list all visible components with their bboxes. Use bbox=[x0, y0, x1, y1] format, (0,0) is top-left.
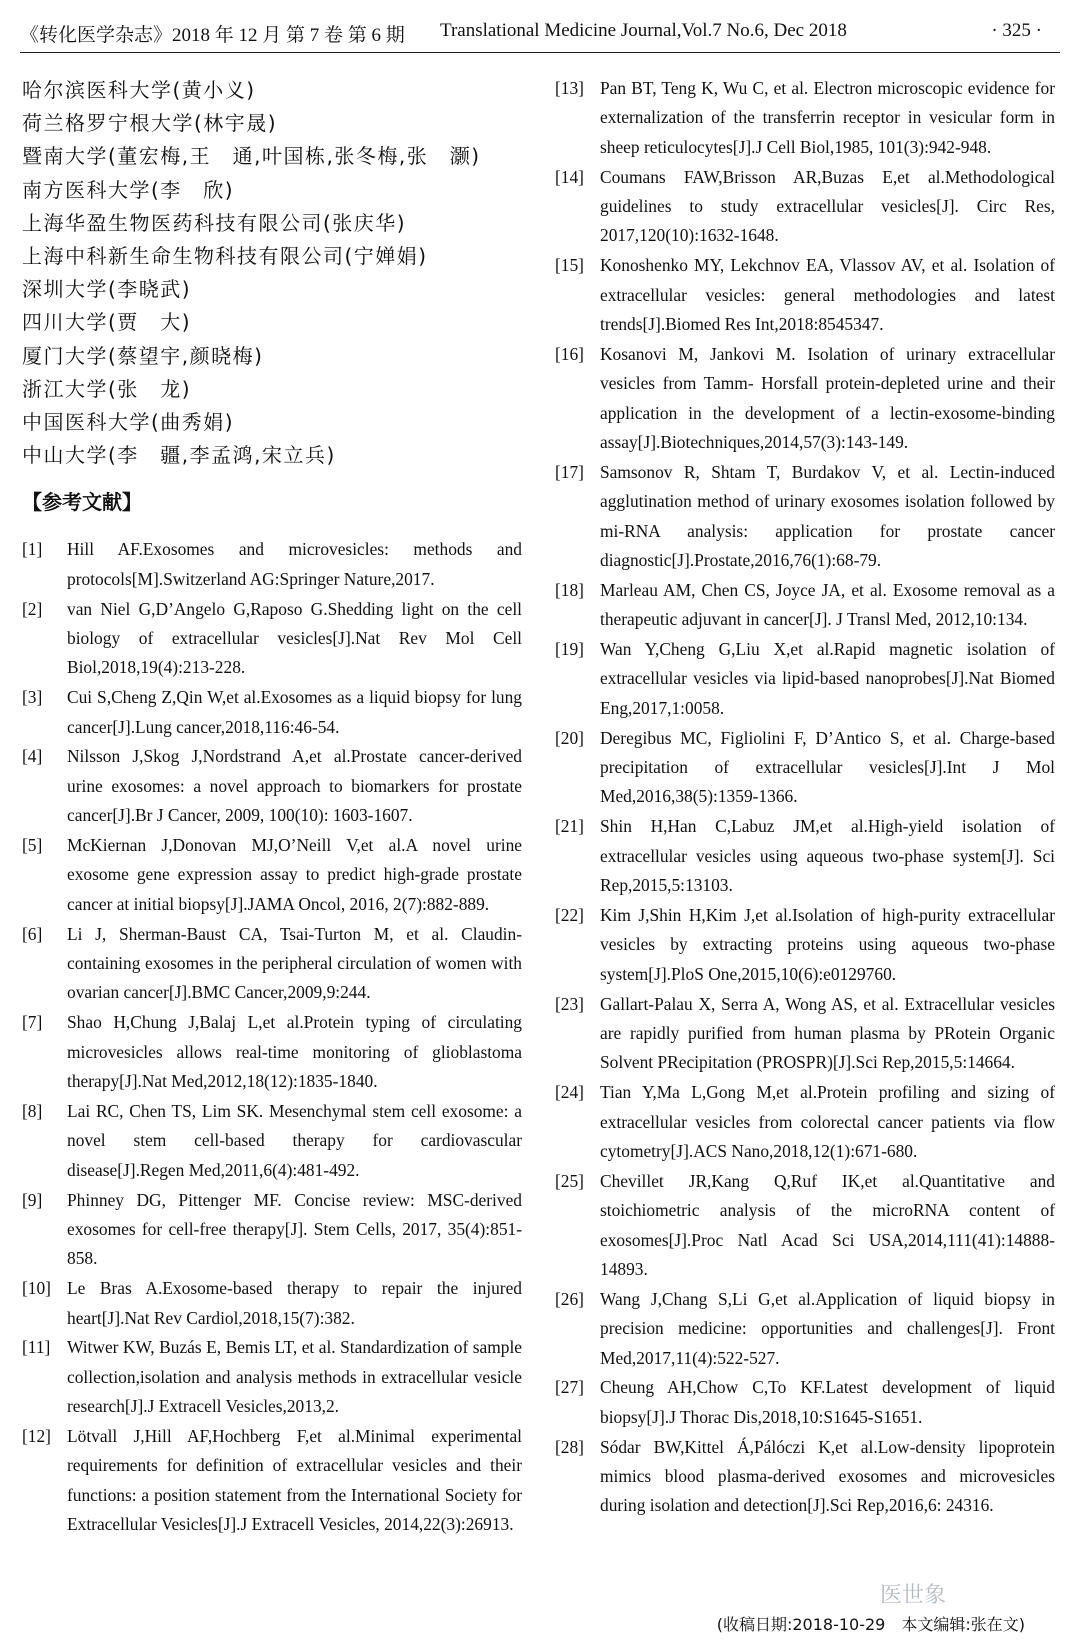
reference-number: [10] bbox=[22, 1278, 51, 1299]
reference-item bbox=[555, 990, 1055, 1078]
reference-number: [22] bbox=[555, 904, 584, 925]
references-heading: 【参考文献】 bbox=[22, 490, 142, 515]
unit-line: 暨南大学(董宏梅,王 通,叶国栋,张冬梅,张 灏) bbox=[22, 144, 481, 169]
reference-item bbox=[22, 535, 522, 594]
reference-text: Kosanovi M, Jankovi M. Isolation of urinary extracellular vesicles from Tamm- Horsfall protein-depleted urine and their application in the development of a lectin-exosome-binding assay[J].Biotechniques,2014,57(3):143-149. bbox=[600, 343, 1055, 453]
reference-text: Deregibus MC, Figliolini F, D’Antico S, et al. Charge-based precipitation of extracellular vesicles[J].Int J Mol Med,2016,38(5):1359-1366. bbox=[600, 727, 1055, 807]
reference-text: Shin H,Han C,Labuz JM,et al.High-yield isolation of extracellular vesicles using aqueous two-phase system[J]. Sci Rep,2015,5:13103. bbox=[600, 816, 1055, 896]
unit-line: 中山大学(李 疆,李孟鸿,宋立兵) bbox=[22, 443, 336, 468]
reference-text: Shao H,Chung J,Balaj L,et al.Protein typing of circulating microvesicles allows real-time monitoring of glioblastoma therapy[J].Nat Med,2012,18(12):1835-1840. bbox=[67, 1012, 522, 1092]
reference-number: [6] bbox=[22, 923, 43, 944]
unit-line: 荷兰格罗宁根大学(林宇晟) bbox=[22, 111, 278, 136]
reference-number: [3] bbox=[22, 687, 43, 708]
reference-number: [18] bbox=[555, 579, 584, 600]
reference-number: [21] bbox=[555, 816, 584, 837]
reference-text: Li J, Sherman-Baust CA, Tsai-Turton M, et al. Claudin-containing exosomes in the peripheral circulation of women with ovarian cancer[J].BMC Cancer,2009,9:244. bbox=[67, 923, 522, 1003]
reference-text: Pan BT, Teng K, Wu C, et al. Electron microscopic evidence for externalization of the transferrin receptor in vesicular form in sheep reticulocytes[J].J Cell Biol,1985, 101(3):942-948. bbox=[600, 78, 1055, 157]
reference-item bbox=[22, 1186, 522, 1274]
reference-text: Wang J,Chang S,Li G,et al.Application of liquid biopsy in precision medicine: opportunities and challenges[J]. Front Med,2017,11(4):522-527. bbox=[600, 1288, 1055, 1368]
reference-text: Kim J,Shin H,Kim J,et al.Isolation of high-purity extracellular vesicles by extracting proteins using aqueous two-phase system[J].PloS One,2015,10(6):e0129760. bbox=[600, 904, 1055, 984]
reference-item bbox=[555, 340, 1055, 458]
reference-number: [14] bbox=[555, 166, 584, 187]
reference-item bbox=[22, 742, 522, 830]
reference-item bbox=[555, 74, 1055, 162]
reference-item bbox=[22, 920, 522, 1008]
reference-number: [20] bbox=[555, 727, 584, 748]
unit-line: 南方医科大学(李 欣) bbox=[22, 177, 235, 202]
journal-issue: 《转化医学杂志》2018 年 12 月 第 7 卷 第 6 期 bbox=[20, 25, 405, 46]
reference-number: [26] bbox=[555, 1288, 584, 1309]
reference-number: [16] bbox=[555, 343, 584, 364]
reference-text: Le Bras A.Exosome-based therapy to repair the injured heart[J].Nat Rev Cardiol,2018,15(7):382. bbox=[67, 1278, 522, 1328]
reference-number: [12] bbox=[22, 1425, 51, 1446]
reference-number: [8] bbox=[22, 1100, 43, 1121]
reference-text: Sódar BW,Kittel Á,Pálóczi K,et al.Low-density lipoprotein mimics blood plasma-derived exosomes and microvesicles during isolation and detection[J].Sci Rep,2016,6: 24316. bbox=[600, 1436, 1055, 1516]
unit-line: 四川大学(贾 大) bbox=[22, 310, 192, 335]
reference-text: Tian Y,Ma L,Gong M,et al.Protein profiling and sizing of extracellular vesicles from colorectal cancer patients via flow cytometry[J].ACS Nano,2018,12(1):671-680. bbox=[600, 1082, 1055, 1161]
reference-item bbox=[555, 635, 1055, 723]
reference-number: [24] bbox=[555, 1082, 584, 1103]
reference-text: van Niel G,D’Angelo G,Raposo G.Shedding light on the cell biology of extracellular vesicles[J].Nat Rev Mol Cell Biol,2018,19(4):213-228. bbox=[67, 598, 522, 678]
reference-text: Samsonov R, Shtam T, Burdakov V, et al. Lectin-induced agglutination method of urinary exosomes isolation followed by mi-RNA analysis: application for prostate cancer diagnostic[J].Prostate,2016,76(1):68-79. bbox=[600, 461, 1055, 571]
unit-line: 厦门大学(蔡望宇,颜晓梅) bbox=[22, 343, 264, 368]
page-number: · 325 · bbox=[991, 20, 1042, 41]
reference-item bbox=[555, 724, 1055, 812]
reference-item bbox=[555, 1433, 1055, 1521]
reference-item bbox=[22, 1097, 522, 1185]
reference-number: [25] bbox=[555, 1170, 584, 1191]
reference-number: [13] bbox=[555, 78, 584, 98]
reference-text: Phinney DG, Pittenger MF. Concise review: MSC-derived exosomes for cell-free therapy[J]. Stem Cells, 2017, 35(4):851-858. bbox=[67, 1189, 522, 1269]
left-column bbox=[22, 74, 522, 1540]
reference-item bbox=[22, 1008, 522, 1096]
reference-item bbox=[22, 683, 522, 742]
reference-text: Nilsson J,Skog J,Nordstrand A,et al.Prostate cancer-derived urine exosomes: a novel approach to biomarkers for prostate cancer[J].Br J Cancer, 2009, 100(10): 1603-1607. bbox=[67, 746, 522, 826]
journal-english-title: Translational Medicine Journal,Vol.7 No.6, Dec 2018 bbox=[440, 20, 847, 41]
reference-item bbox=[22, 1333, 522, 1421]
received-date-footer: (收稿日期:2018-10-29 本文编辑:张在文) bbox=[716, 1615, 1025, 1634]
reference-text: Chevillet JR,Kang Q,Ruf IK,et al.Quantitative and stoichiometric analysis of the microRNA content of exosomes[J].Proc Natl Acad Sci USA,2014,111(41):14888-14893. bbox=[600, 1170, 1055, 1279]
reference-text: McKiernan J,Donovan MJ,O’Neill V,et al.A novel urine exosome gene expression assay to predict high-grade prostate cancer at initial biopsy[J].JAMA Oncol, 2016, 2(7):882-889. bbox=[67, 835, 522, 914]
reference-text: Coumans FAW,Brisson AR,Buzas E,et al.Methodological guidelines to study extracellular vesicles[J]. Circ Res, 2017,120(10):1632-1648. bbox=[600, 166, 1055, 246]
reference-number: [15] bbox=[555, 255, 584, 276]
reference-number: [5] bbox=[22, 835, 43, 856]
reference-text: Marleau AM, Chen CS, Joyce JA, et al. Exosome removal as a therapeutic adjuvant in cancer[J]. J Transl Med, 2012,10:134. bbox=[600, 579, 1055, 630]
unit-line: 浙江大学(张 龙) bbox=[22, 376, 192, 401]
participating-units bbox=[22, 74, 522, 472]
reference-number: [4] bbox=[22, 746, 43, 767]
reference-item bbox=[555, 901, 1055, 989]
reference-item bbox=[555, 1285, 1055, 1373]
reference-item bbox=[555, 163, 1055, 251]
reference-text: Lötvall J,Hill AF,Hochberg F,et al.Minimal experimental requirements for definition of extracellular vesicles and their functions: a position statement from the International Society for Extracellular Vesicles[J].J Extracell Vesicles, 2014,22(3):26913. bbox=[67, 1425, 522, 1535]
reference-item bbox=[22, 1422, 522, 1540]
reference-number: [1] bbox=[22, 539, 43, 560]
running-header bbox=[20, 14, 1060, 54]
reference-list-left bbox=[22, 535, 522, 1539]
reference-text: Witwer KW, Buzás E, Bemis LT, et al. Standardization of sample collection,isolation and analysis methods in extracellular vesicle research[J].J Extracell Vesicles,2013,2. bbox=[67, 1337, 522, 1417]
unit-line: 上海中科新生命生物科技有限公司(宁婵娟) bbox=[22, 244, 428, 269]
reference-number: [17] bbox=[555, 461, 584, 482]
reference-item bbox=[555, 812, 1055, 900]
reference-number: [28] bbox=[555, 1436, 584, 1457]
watermark-logo: 医世象 bbox=[880, 1583, 947, 1608]
reference-item bbox=[555, 1373, 1055, 1432]
reference-list-right bbox=[555, 74, 1055, 1521]
reference-text: Wan Y,Cheng G,Liu X,et al.Rapid magnetic isolation of extracellular vesicles via lipid-based nanoprobes[J].Nat Biomed Eng,2017,1:0058. bbox=[600, 639, 1055, 718]
reference-text: Cheung AH,Chow C,To KF.Latest development of liquid biopsy[J].J Thorac Dis,2018,10:S1645-S1651. bbox=[600, 1377, 1055, 1427]
reference-number: [9] bbox=[22, 1189, 43, 1210]
reference-number: [2] bbox=[22, 598, 43, 619]
reference-text: Gallart-Palau X, Serra A, Wong AS, et al. Extracellular vesicles are rapidly purified from human plasma by PRotein Organic Solvent PRecipitation (PROSPR)[J].Sci Rep,2015,5:14664. bbox=[600, 993, 1055, 1073]
reference-number: [7] bbox=[22, 1012, 43, 1033]
reference-item bbox=[555, 576, 1055, 635]
reference-text: Lai RC, Chen TS, Lim SK. Mesenchymal stem cell exosome: a novel stem cell-based therapy for cardiovascular disease[J].Regen Med,2011,6(4):481-492. bbox=[67, 1100, 522, 1180]
unit-line: 上海华盈生物医药科技有限公司(张庆华) bbox=[22, 210, 407, 235]
reference-item bbox=[555, 458, 1055, 576]
reference-item bbox=[22, 1274, 522, 1333]
header-divider bbox=[20, 52, 1060, 53]
reference-text: Konoshenko MY, Lekchnov EA, Vlassov AV, et al. Isolation of extracellular vesicles: general methodologies and latest trends[J].Biomed Res Int,2018:8545347. bbox=[600, 255, 1055, 335]
unit-line: 哈尔滨医科大学(黄小义) bbox=[22, 78, 256, 102]
reference-item bbox=[22, 831, 522, 919]
reference-item bbox=[555, 1078, 1055, 1166]
unit-line: 中国医科大学(曲秀娟) bbox=[22, 410, 235, 435]
reference-number: [11] bbox=[22, 1337, 51, 1358]
reference-text: Cui S,Cheng Z,Qin W,et al.Exosomes as a liquid biopsy for lung cancer[J].Lung cancer,2018,116:46-54. bbox=[67, 687, 522, 737]
reference-item bbox=[555, 251, 1055, 339]
right-column bbox=[555, 74, 1055, 1521]
reference-number: [23] bbox=[555, 993, 584, 1014]
reference-item bbox=[555, 1167, 1055, 1285]
unit-line: 深圳大学(李晓武) bbox=[22, 277, 192, 302]
reference-item bbox=[22, 595, 522, 683]
reference-text: Hill AF.Exosomes and microvesicles: methods and protocols[M].Switzerland AG:Springer Nature,2017. bbox=[67, 539, 522, 589]
reference-number: [27] bbox=[555, 1377, 584, 1398]
reference-number: [19] bbox=[555, 639, 584, 660]
